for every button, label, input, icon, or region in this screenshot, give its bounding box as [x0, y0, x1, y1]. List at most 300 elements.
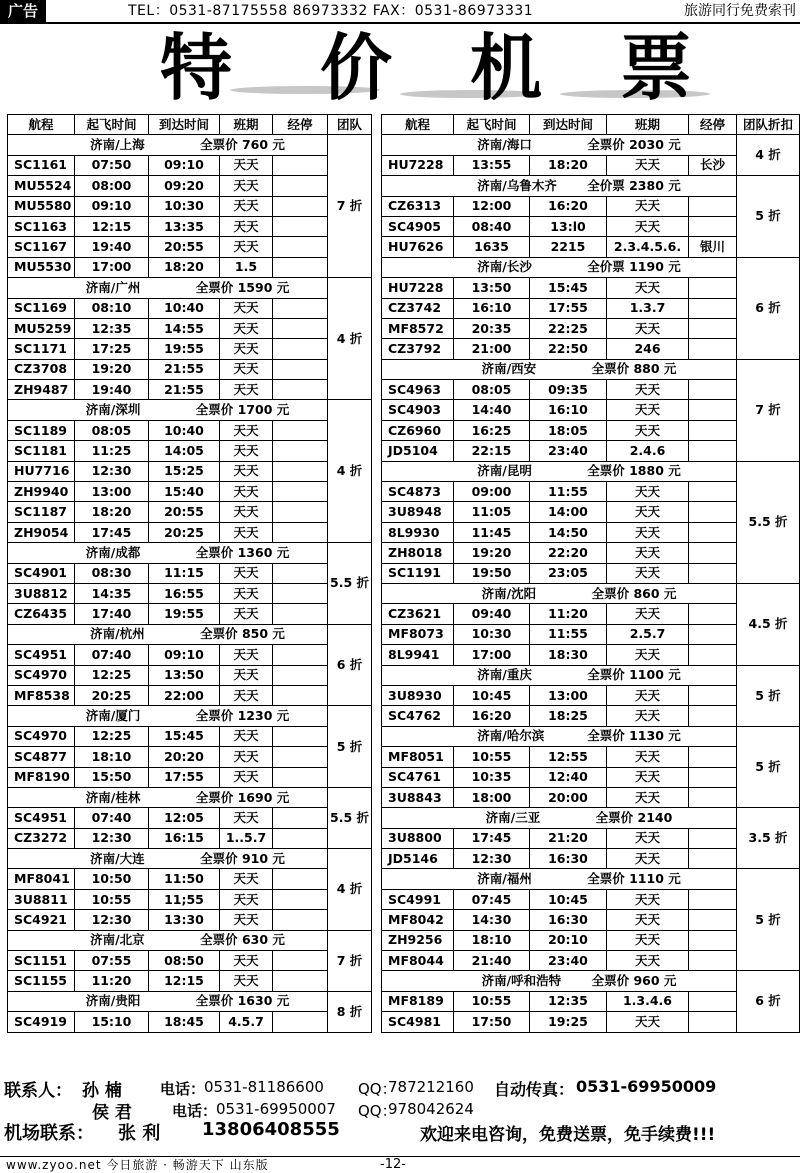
- flight-number: ZH9487: [8, 380, 75, 400]
- flight-number: SC4761: [382, 767, 454, 787]
- departure-time: 18:10: [454, 930, 530, 950]
- route-row: [382, 176, 800, 196]
- schedule: 天天: [607, 380, 689, 400]
- route-cell: [382, 257, 737, 277]
- departure-time: 19:40: [75, 237, 149, 257]
- flight-number: SC4905: [382, 216, 454, 236]
- departure-time: 17:50: [454, 1012, 530, 1032]
- phone-label: 电话：: [160, 1080, 206, 1098]
- airport-contact-label: 机场联系：: [4, 1123, 94, 1144]
- route-name: 济南/成都: [85, 544, 141, 560]
- arrival-time: 12:05: [149, 808, 220, 828]
- column-header: 团队折扣: [737, 115, 800, 135]
- flight-number: SC1191: [382, 563, 454, 583]
- flight-number: SC4981: [382, 1012, 454, 1032]
- stopover: [273, 889, 328, 909]
- schedule: 天天: [220, 951, 273, 971]
- arrival-time: 16:20: [530, 196, 607, 216]
- flight-number: SC1155: [8, 971, 75, 991]
- flight-row: [8, 257, 372, 277]
- schedule: 1.3.4.6: [607, 991, 689, 1011]
- stopover: [689, 645, 737, 665]
- departure-time: 10:55: [454, 747, 530, 767]
- route-row: [8, 991, 372, 1011]
- stopover: [273, 339, 328, 359]
- departure-time: 11:45: [454, 522, 530, 542]
- flight-row: [8, 951, 372, 971]
- flight-row: [8, 889, 372, 909]
- stopover: [273, 665, 328, 685]
- stopover: [689, 787, 737, 807]
- route-price: 全价票 2380 元: [587, 177, 681, 193]
- departure-time: 19:20: [454, 543, 530, 563]
- schedule: 天天: [220, 318, 273, 338]
- arrival-time: 19:55: [149, 604, 220, 624]
- flight-number: ZH9054: [8, 522, 75, 542]
- route-cell: [8, 400, 328, 420]
- departure-time: 08:00: [75, 176, 149, 196]
- departure-time: 20:25: [75, 685, 149, 705]
- route-price: 全票价 1590 元: [195, 279, 290, 295]
- departure-time: 12:30: [75, 461, 149, 481]
- flight-row: [8, 685, 372, 705]
- group-discount: 4 折: [328, 400, 372, 543]
- column-header: 航程: [8, 115, 75, 135]
- schedule: 1.5: [220, 257, 273, 277]
- flight-number: ZH9940: [8, 482, 75, 502]
- flight-number: CZ6960: [382, 420, 454, 440]
- schedule: 天天: [220, 889, 273, 909]
- route-row: [8, 278, 372, 298]
- schedule: 天天: [220, 808, 273, 828]
- route-name: 济南/桂林: [85, 789, 141, 805]
- arrival-time: 23:05: [530, 563, 607, 583]
- route-name: 济南/福州: [477, 871, 532, 887]
- stopover: [273, 441, 328, 461]
- flight-row: [8, 502, 372, 522]
- flight-row: [8, 665, 372, 685]
- contact-label: 联系人：: [4, 1081, 72, 1101]
- schedule: 天天: [220, 298, 273, 318]
- route-name: 济南/北京: [90, 932, 145, 948]
- arrival-time: 17:55: [530, 298, 607, 318]
- arrival-time: 17:55: [149, 767, 220, 787]
- arrival-time: 20:25: [149, 522, 220, 542]
- group-discount: 5 折: [737, 869, 800, 971]
- route-name: 济南/深圳: [85, 402, 141, 418]
- departure-time: 15:50: [75, 767, 149, 787]
- route-price: 全票价 880 元: [591, 361, 677, 377]
- schedule: 天天: [220, 155, 273, 175]
- departure-time: 17:00: [75, 257, 149, 277]
- route-price: 全票价 1690 元: [195, 789, 290, 805]
- contact-person: 侯 君: [92, 1103, 132, 1123]
- arrival-time: 18:25: [530, 706, 607, 726]
- arrival-time: 15:45: [530, 278, 607, 298]
- departure-time: 21:40: [454, 951, 530, 971]
- route-row: [8, 849, 372, 869]
- flight-number: CZ6435: [8, 604, 75, 624]
- stopover: [273, 359, 328, 379]
- schedule: 天天: [607, 563, 689, 583]
- route-row: [382, 971, 800, 991]
- site-info: www.zyoo.net 今日旅游 · 畅游天下 山东版: [6, 1158, 269, 1172]
- schedule: 天天: [220, 767, 273, 787]
- flight-number: MU5530: [8, 257, 75, 277]
- stopover: [273, 318, 328, 338]
- schedule: 天天: [607, 747, 689, 767]
- route-name: 济南/上海: [90, 137, 145, 153]
- departure-time: 09:40: [454, 604, 530, 624]
- route-row: [382, 726, 800, 746]
- route-row: [382, 257, 800, 277]
- schedule: 4.5.7: [220, 1012, 273, 1032]
- arrival-time: 11:55: [530, 482, 607, 502]
- arrival-time: 18:45: [149, 1012, 220, 1032]
- flight-number: HU7228: [382, 155, 454, 175]
- flight-row: [8, 420, 372, 440]
- flight-number: 3U8930: [382, 685, 454, 705]
- departure-time: 10:30: [454, 624, 530, 644]
- flight-row: [8, 726, 372, 746]
- qq-label: QQ：: [358, 1102, 397, 1120]
- route-row: [382, 359, 800, 379]
- departure-time: 11:25: [75, 441, 149, 461]
- stopover: [273, 1012, 328, 1032]
- route-cell: [8, 624, 328, 644]
- departure-time: 16:10: [454, 298, 530, 318]
- schedule: 天天: [607, 951, 689, 971]
- autofax-number: 0531-69950009: [576, 1077, 717, 1096]
- schedule: 天天: [607, 502, 689, 522]
- group-discount: 7 折: [737, 359, 800, 461]
- arrival-time: 18:30: [530, 645, 607, 665]
- title-char: 票: [620, 25, 693, 110]
- schedule: 246: [607, 339, 689, 359]
- stopover: [689, 930, 737, 950]
- schedule: 天天: [607, 155, 689, 175]
- arrival-time: 22:50: [530, 339, 607, 359]
- stopover: [689, 216, 737, 236]
- arrival-time: 11:55: [530, 624, 607, 644]
- arrival-time: 16:30: [530, 849, 607, 869]
- qq-number: 978042624: [388, 1100, 474, 1118]
- route-cell: [382, 869, 737, 889]
- flight-number: JD5104: [382, 441, 454, 461]
- stopover: [689, 318, 737, 338]
- arrival-time: 22:20: [530, 543, 607, 563]
- departure-time: 17:40: [75, 604, 149, 624]
- route-cell: [8, 991, 328, 1011]
- route-cell: [8, 135, 328, 155]
- schedule: 天天: [220, 869, 273, 889]
- group-discount: 6 折: [737, 971, 800, 1032]
- schedule: 天天: [220, 726, 273, 746]
- route-row: [8, 706, 372, 726]
- schedule: 天天: [220, 645, 273, 665]
- flight-number: SC4921: [8, 910, 75, 930]
- schedule: 天天: [220, 502, 273, 522]
- arrival-time: 13:50: [149, 665, 220, 685]
- arrival-time: 16:15: [149, 828, 220, 848]
- departure-time: 14:40: [454, 400, 530, 420]
- flight-number: SC1181: [8, 441, 75, 461]
- stopover: [273, 808, 328, 828]
- flight-number: 3U8948: [382, 502, 454, 522]
- route-cell: [382, 176, 737, 196]
- flight-row: [8, 910, 372, 930]
- schedule: 2.5.7: [607, 624, 689, 644]
- departure-time: 12:30: [454, 849, 530, 869]
- route-price: 全票价 860 元: [591, 585, 677, 601]
- stopover: [273, 257, 328, 277]
- route-row: [382, 135, 800, 155]
- route-price: 全票价 630 元: [200, 932, 285, 948]
- flight-number: HU7626: [382, 237, 454, 257]
- flight-row: [8, 155, 372, 175]
- route-cell: [8, 543, 328, 563]
- stopover: [273, 176, 328, 196]
- arrival-time: 13:00: [530, 685, 607, 705]
- flight-row: [8, 869, 372, 889]
- flight-row: [8, 1012, 372, 1032]
- arrival-time: 14:50: [530, 522, 607, 542]
- schedule: 天天: [220, 420, 273, 440]
- departure-time: 11:20: [75, 971, 149, 991]
- schedule: 天天: [607, 645, 689, 665]
- group-discount: 5 折: [737, 665, 800, 726]
- stopover: [273, 604, 328, 624]
- departure-time: 12:25: [75, 726, 149, 746]
- route-price: 全票价 1230 元: [195, 708, 290, 724]
- schedule: 天天: [220, 339, 273, 359]
- departure-time: 18:20: [75, 502, 149, 522]
- departure-time: 09:00: [454, 482, 530, 502]
- flight-number: SC4762: [382, 706, 454, 726]
- route-name: 济南/沈阳: [481, 585, 537, 601]
- departure-time: 1635: [454, 237, 530, 257]
- flight-row: [8, 563, 372, 583]
- flight-row: [8, 196, 372, 216]
- arrival-time: 14:00: [530, 502, 607, 522]
- flight-row: [8, 604, 372, 624]
- flight-number: MU5259: [8, 318, 75, 338]
- flight-number: SC1187: [8, 502, 75, 522]
- departure-time: 15:10: [75, 1012, 149, 1032]
- route-name: 济南/三亚: [485, 809, 541, 825]
- stopover: [689, 563, 737, 583]
- column-header: 起飞时间: [75, 115, 149, 135]
- schedule: 天天: [607, 278, 689, 298]
- flight-number: SC4970: [8, 726, 75, 746]
- group-discount: 4 折: [737, 135, 800, 176]
- footer-bar: [0, 1156, 800, 1173]
- arrival-time: 10:40: [149, 298, 220, 318]
- header-contact: TEL：0531-87175558 86973332 FAX：0531-86973331: [128, 3, 534, 19]
- flight-row: [8, 828, 372, 848]
- flight-number: 3U8843: [382, 787, 454, 807]
- header-slogan: 旅游同行免费索刊: [684, 3, 796, 19]
- group-discount: 5.5 折: [328, 543, 372, 625]
- departure-time: 20:35: [454, 318, 530, 338]
- departure-time: 19:40: [75, 380, 149, 400]
- flight-number: 3U8812: [8, 583, 75, 603]
- stopover: [689, 400, 737, 420]
- schedule: 天天: [607, 482, 689, 502]
- autofax-label: 自动传真：: [494, 1080, 575, 1099]
- phone-number: 0531-81186600: [204, 1078, 324, 1096]
- flight-row: [8, 583, 372, 603]
- arrival-time: 09:10: [149, 155, 220, 175]
- stopover: [273, 502, 328, 522]
- group-discount: 5 折: [328, 706, 372, 788]
- schedule: 天天: [607, 828, 689, 848]
- arrival-time: 18:20: [530, 155, 607, 175]
- schedule: 天天: [607, 216, 689, 236]
- right-fare-table: [381, 114, 800, 1033]
- arrival-time: 22:00: [149, 685, 220, 705]
- arrival-time: 10:45: [530, 889, 607, 909]
- route-row: [382, 808, 800, 828]
- departure-time: 12:30: [75, 910, 149, 930]
- column-header: 团队: [328, 115, 372, 135]
- arrival-time: 09:20: [149, 176, 220, 196]
- schedule: 天天: [220, 380, 273, 400]
- flight-number: MF8572: [382, 318, 454, 338]
- arrival-time: 11;55: [149, 889, 220, 909]
- arrival-time: 11:15: [149, 563, 220, 583]
- contact-person: 孙 楠: [82, 1081, 122, 1101]
- route-name: 济南/西安: [481, 361, 537, 377]
- arrival-time: 2215: [530, 237, 607, 257]
- route-price: 全票价 1700 元: [195, 402, 290, 418]
- departure-time: 16:25: [454, 420, 530, 440]
- schedule: 天天: [607, 910, 689, 930]
- stopover: [689, 522, 737, 542]
- arrival-time: 12:35: [530, 991, 607, 1011]
- arrival-time: 19:55: [149, 339, 220, 359]
- page-number: -12-: [380, 1157, 406, 1172]
- route-name: 济南/昆明: [477, 463, 532, 479]
- arrival-time: 09:10: [149, 645, 220, 665]
- flight-number: MF8073: [382, 624, 454, 644]
- departure-time: 12:35: [75, 318, 149, 338]
- welcome-slogan: 欢迎来电咨询，免费送票，免手续费!!!: [420, 1125, 716, 1145]
- stopover: [689, 482, 737, 502]
- flight-number: MF8044: [382, 951, 454, 971]
- arrival-time: 08:50: [149, 951, 220, 971]
- route-row: [8, 787, 372, 807]
- departure-time: 08:30: [75, 563, 149, 583]
- departure-time: 14:35: [75, 583, 149, 603]
- schedule: 天天: [220, 583, 273, 603]
- flight-row: [8, 522, 372, 542]
- arrival-time: 12:15: [149, 971, 220, 991]
- route-row: [8, 624, 372, 644]
- arrival-time: 15:45: [149, 726, 220, 746]
- schedule: 天天: [220, 665, 273, 685]
- stopover: [273, 461, 328, 481]
- flight-number: MF8189: [382, 991, 454, 1011]
- flight-number: MU5580: [8, 196, 75, 216]
- schedule: 天天: [220, 747, 273, 767]
- route-name: 济南/乌鲁木齐: [477, 177, 557, 193]
- arrival-time: 20:10: [530, 930, 607, 950]
- departure-time: 07:45: [454, 889, 530, 909]
- stopover: [273, 482, 328, 502]
- stopover: [273, 869, 328, 889]
- stopover: [273, 196, 328, 216]
- stopover: [273, 828, 328, 848]
- group-discount: 8 折: [328, 991, 372, 1032]
- qq-label: QQ：: [358, 1080, 397, 1098]
- stopover: [689, 706, 737, 726]
- column-header: 起飞时间: [454, 115, 530, 135]
- flight-number: SC4919: [8, 1012, 75, 1032]
- stopover: [689, 339, 737, 359]
- route-row: [382, 583, 800, 603]
- route-name: 济南/海口: [477, 137, 532, 153]
- stopover: [689, 767, 737, 787]
- airport-phone: 13806408555: [202, 1119, 340, 1140]
- column-header: 经停: [689, 115, 737, 135]
- group-discount: 6 折: [328, 624, 372, 706]
- departure-time: 10:55: [454, 991, 530, 1011]
- schedule: 天天: [607, 889, 689, 909]
- column-header: 航程: [382, 115, 454, 135]
- departure-time: 10:45: [454, 685, 530, 705]
- column-header: 到达时间: [149, 115, 220, 135]
- arrival-time: 20:55: [149, 502, 220, 522]
- arrival-time: 21:20: [530, 828, 607, 848]
- arrival-time: 20:55: [149, 237, 220, 257]
- route-cell: [382, 461, 737, 481]
- stopover: 银川: [689, 237, 737, 257]
- schedule: 天天: [607, 522, 689, 542]
- flight-number: SC4903: [382, 400, 454, 420]
- flight-row: [8, 380, 372, 400]
- route-name: 济南/厦门: [85, 708, 141, 724]
- flight-row: [8, 176, 372, 196]
- group-discount: 4.5 折: [737, 583, 800, 665]
- route-price: 全票价 1130 元: [587, 728, 681, 744]
- group-discount: 7 折: [328, 135, 372, 278]
- arrival-time: 12:55: [530, 747, 607, 767]
- stopover: [273, 767, 328, 787]
- schedule: 天天: [607, 706, 689, 726]
- stopover: [689, 604, 737, 624]
- departure-time: 07:50: [75, 155, 149, 175]
- title-char: 价: [320, 25, 393, 110]
- flight-row: [8, 767, 372, 787]
- route-name: 济南/贵阳: [85, 993, 141, 1009]
- stopover: [689, 1012, 737, 1032]
- route-cell: [8, 706, 328, 726]
- route-name: 济南/广州: [85, 279, 141, 295]
- departure-time: 08:40: [454, 216, 530, 236]
- route-cell: [8, 930, 328, 950]
- schedule: 天天: [220, 685, 273, 705]
- group-discount: 5.5 折: [328, 787, 372, 848]
- stopover: [689, 685, 737, 705]
- departure-time: 07:55: [75, 951, 149, 971]
- flight-number: CZ3742: [382, 298, 454, 318]
- schedule: 天天: [220, 522, 273, 542]
- stopover: [689, 196, 737, 216]
- route-row: [8, 400, 372, 420]
- arrival-time: 12:40: [530, 767, 607, 787]
- departure-time: 12:30: [75, 828, 149, 848]
